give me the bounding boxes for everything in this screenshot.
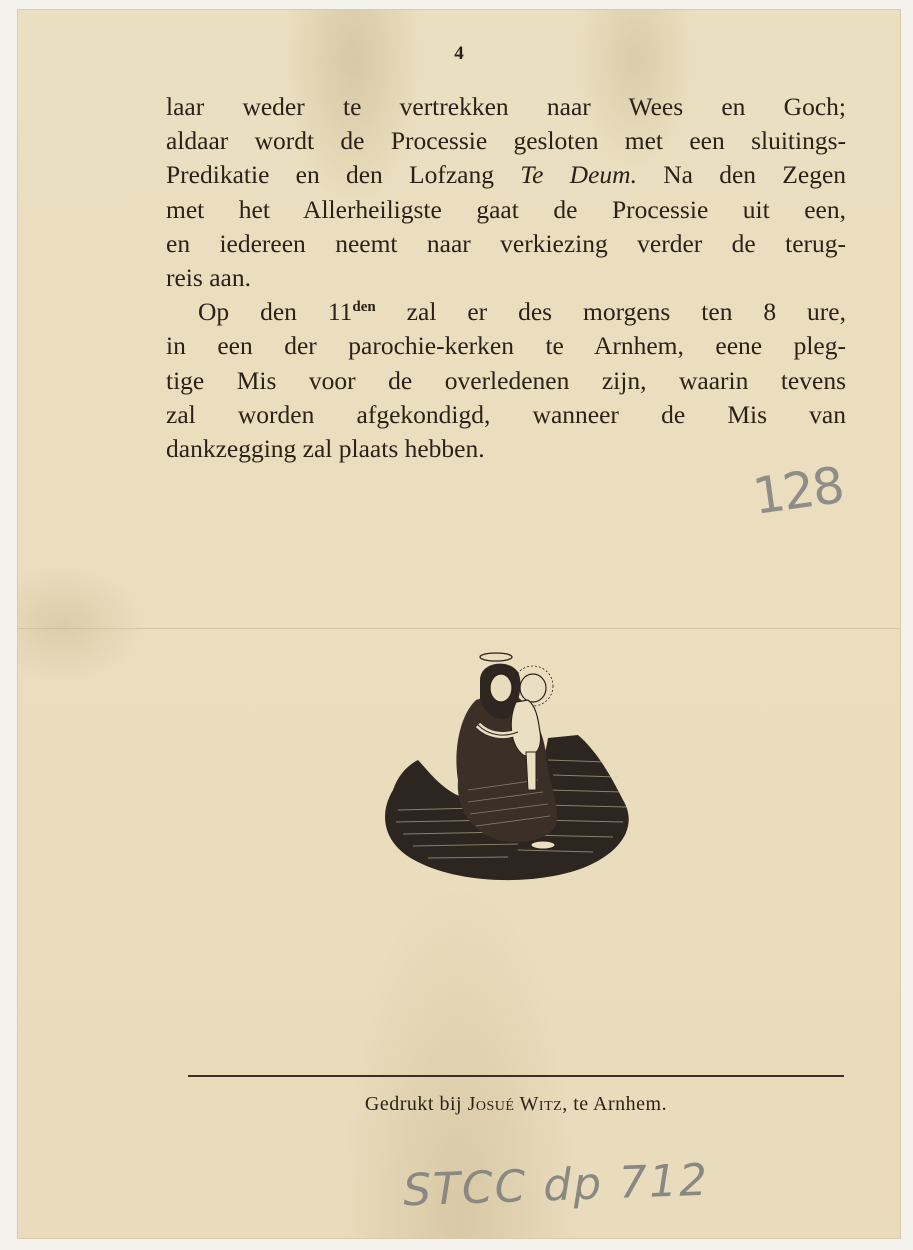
printer-imprint: Gedrukt bij Josué Witz, te Arnhem. — [364, 1093, 668, 1115]
fold-line — [18, 628, 900, 629]
document-page — [18, 10, 900, 1238]
printer-name: Josué Witz — [467, 1093, 563, 1115]
pencil-annotation: 128 — [749, 456, 847, 526]
shelfmark-annotation: STCC dp 712 — [402, 1154, 710, 1217]
ordinal-superscript: den — [352, 299, 376, 316]
text-line: met het Allerheiligste gaat de Processie uit een, — [166, 194, 846, 224]
text-line: dankzegging zal plaats hebben. — [166, 434, 485, 464]
text-line: zal worden afgekondigd, wanneer de Mis van — [166, 399, 846, 429]
page-number: 4 — [454, 43, 464, 64]
body-text — [166, 90, 846, 466]
madonna-child-woodcut — [368, 640, 638, 885]
text-line: tige Mis voor de overledenen zijn, waarin tevens — [166, 365, 846, 395]
text-line: Predikatie en den Lofzang Te Deum. Na den Zegen — [166, 160, 847, 190]
italic-phrase: Te Deum. — [520, 160, 637, 190]
text-line: Op den $11^{den}$ zal er des morgens ten 8 ure, — [198, 297, 846, 327]
text-line: en iedereen neemt naar verkiezing verder de terug- — [166, 228, 846, 258]
horizontal-rule — [188, 1075, 844, 1077]
text-line: aldaar wordt de Processie gesloten met een sluitings- — [166, 126, 846, 156]
text-line: laar weder te vertrekken naar Wees en Goch; — [166, 92, 846, 121]
text-line: reis aan. — [166, 263, 251, 293]
text-line: in een der parochie-kerken te Arnhem, eene pleg- — [166, 331, 846, 361]
